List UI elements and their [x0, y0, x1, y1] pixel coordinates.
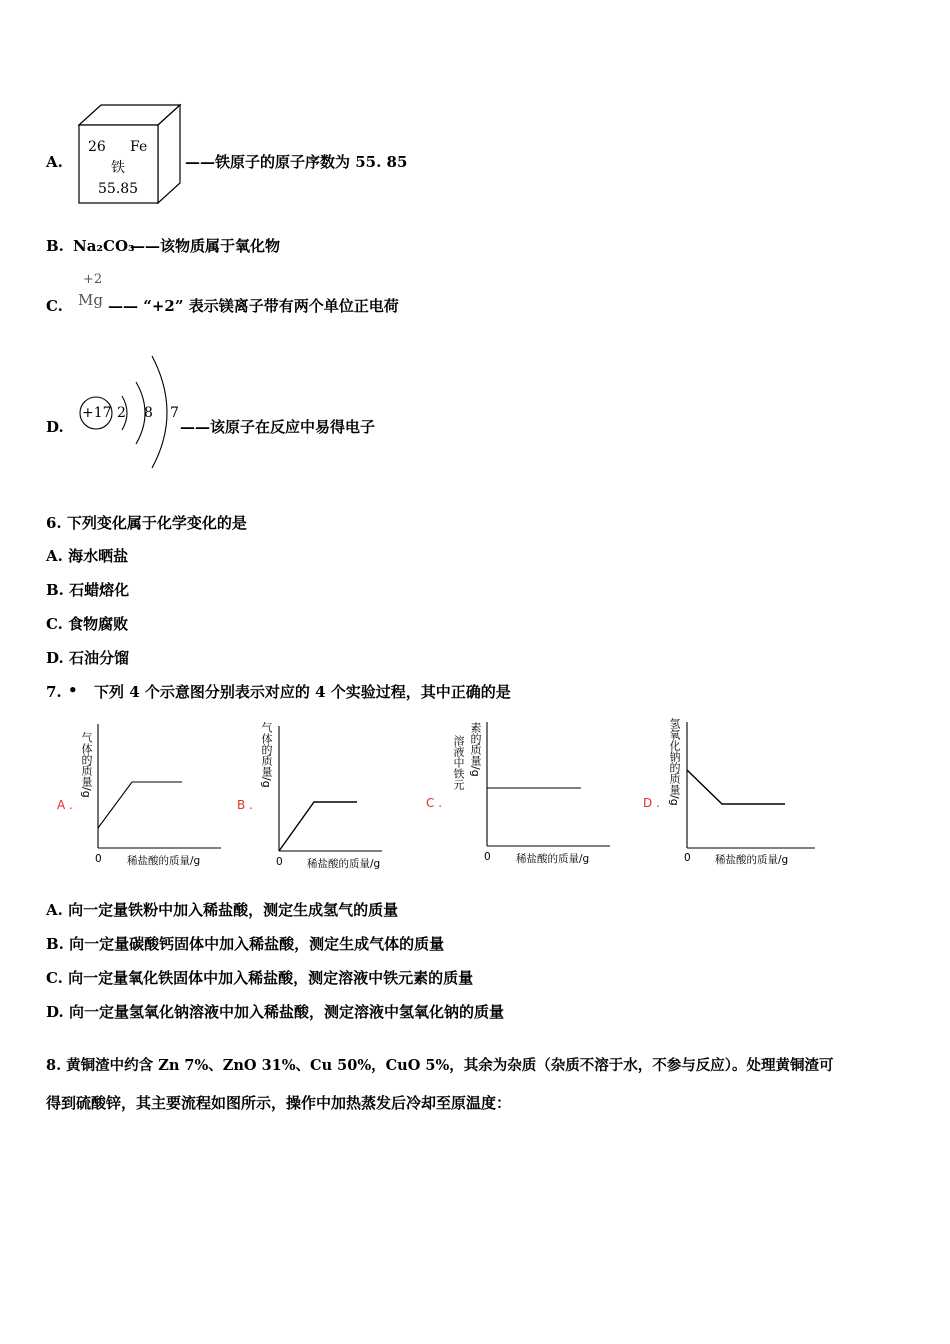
graph-c-tag: C .	[426, 796, 443, 810]
q7-option-c-label: C.	[46, 969, 63, 987]
mg-symbol: Mg	[78, 291, 103, 309]
q7-number: 7.	[46, 683, 62, 701]
element-cell-symbol: Fe	[130, 139, 148, 155]
q7-option-b-text: 向一定量碳酸钙固体中加入稀盐酸，测定生成气体的质量	[69, 935, 445, 953]
q7-option-c	[46, 969, 473, 987]
q7-option-c-text: 向一定量氧化铁固体中加入稀盐酸，测定溶液中铁元素的质量	[68, 969, 474, 987]
q6-stem: 6. 下列变化属于化学变化的是	[46, 514, 247, 532]
graph-d-xlabel: 稀盐酸的质量/g	[715, 854, 789, 866]
mg-charge: +2	[83, 272, 103, 287]
q5-option-a-text: ——铁原子的原子序数为 55. 85	[185, 153, 408, 171]
graph-b-origin: 0	[276, 856, 283, 868]
q6-option-c-label: C.	[46, 615, 63, 633]
graph-c-ylabel-col1: 溶液中铁元	[452, 735, 465, 790]
q6-option-a	[46, 547, 128, 565]
q7-bullet: •	[68, 681, 78, 699]
element-cell-number: 26	[88, 139, 106, 155]
q7-option-d	[46, 1003, 504, 1021]
q5-option-b-label: B.	[46, 237, 64, 255]
element-cell-mass: 55.85	[98, 181, 139, 197]
q7-stem: 下列 4 个示意图分别表示对应的 4 个实验过程，其中正确的是	[94, 683, 511, 701]
q6-option-b-text: 石蜡熔化	[69, 581, 130, 599]
q5-option-b-formula: Na₂CO₃	[73, 237, 135, 255]
graph-a-curve	[98, 782, 182, 828]
graph-b-curve	[279, 802, 357, 851]
q6-option-a-label: A.	[46, 547, 63, 565]
graph-b-ylabel: 气体的质量/g	[260, 722, 273, 788]
atom-shell-3: 7	[170, 405, 179, 421]
atom-shell-1: 2	[117, 405, 126, 421]
q6-option-b	[46, 581, 129, 599]
graph-c-xlabel: 稀盐酸的质量/g	[516, 853, 590, 865]
graph-b-plot	[276, 722, 386, 857]
q5-option-a-label: A.	[46, 153, 63, 171]
q5-option-b-text: ——该物质属于氧化物	[130, 237, 281, 255]
element-cell-name: 铁	[111, 160, 125, 176]
q7-option-a-text: 向一定量铁粉中加入稀盐酸，测定生成氢气的质量	[68, 901, 399, 919]
q5-option-d-label: D.	[46, 418, 64, 436]
q6-option-c	[46, 615, 128, 633]
q7-option-a-label: A.	[46, 901, 63, 919]
graph-b-xlabel: 稀盐酸的质量/g	[307, 858, 381, 870]
graph-d-curve	[687, 770, 785, 804]
q6-option-d	[46, 649, 129, 667]
q6-option-d-label: D.	[46, 649, 64, 667]
q7-option-a	[46, 901, 398, 919]
q5-option-d-text: ——该原子在反应中易得电子	[180, 418, 376, 436]
q8-line-2: 得到硫酸锌，其主要流程如图所示，操作中加热蒸发后冷却至原温度：	[46, 1094, 512, 1112]
q8-line-1: 8. 黄铜渣中约含 Zn 7%、ZnO 31%、Cu 50%，CuO 5%，其余为杂质（杂质不溶于水，不参与反应）。处理黄铜渣可	[46, 1057, 834, 1074]
q6-option-d-text: 石油分馏	[68, 649, 129, 667]
atom-shell-2: 8	[144, 405, 153, 421]
graph-c-plot	[484, 718, 614, 853]
q6-option-b-label: B.	[46, 581, 64, 599]
graph-d-origin: 0	[684, 852, 691, 864]
q5-option-c-label: C.	[46, 297, 63, 315]
graph-a-xlabel: 稀盐酸的质量/g	[127, 855, 201, 867]
graph-d-ylabel: 氢氧化钠的质量/g	[668, 718, 681, 806]
graph-d-tag: D .	[643, 796, 660, 810]
q5-option-c-text: —— “+2” 表示镁离子带有两个单位正电荷	[108, 297, 399, 315]
q6-option-c-text: 食物腐败	[68, 615, 129, 633]
atom-nucleus: +17	[82, 405, 112, 421]
graph-a-tag: A .	[57, 798, 73, 812]
q7-option-b-label: B.	[46, 935, 64, 953]
graph-c-origin: 0	[484, 851, 491, 863]
graph-c-ylabel-col2: 素的质量/g	[469, 722, 482, 777]
graph-a-plot	[95, 720, 225, 855]
q7-option-d-text: 向一定量氢氧化钠溶液中加入稀盐酸，测定溶液中氢氧化钠的质量	[68, 1003, 504, 1021]
q7-option-d-label: D.	[46, 1003, 64, 1021]
graph-a-ylabel: 气体的质量/g	[80, 732, 93, 798]
graph-d-plot	[684, 718, 819, 853]
graph-a-origin: 0	[95, 853, 102, 865]
q6-option-a-text: 海水晒盐	[68, 547, 129, 565]
q7-option-b	[46, 935, 444, 953]
graph-b-tag: B .	[237, 798, 253, 812]
